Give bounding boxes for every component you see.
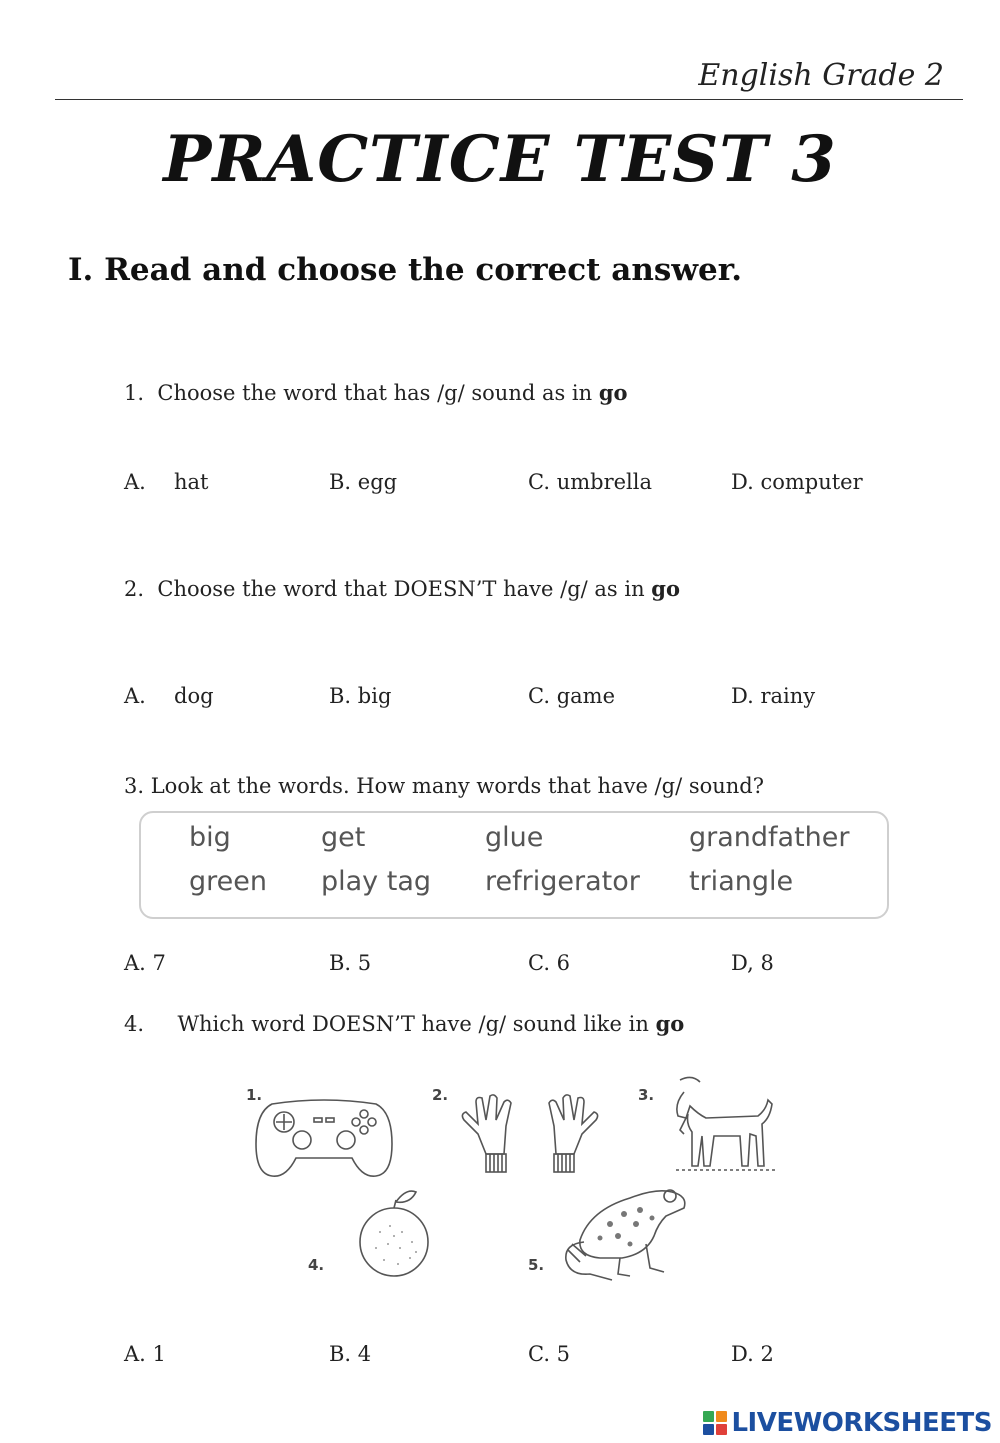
picture-number: 3.: [638, 1086, 655, 1104]
question-text: Which word DOESN’T have /g/ sound like in: [177, 1012, 649, 1036]
option-text: egg: [357, 470, 398, 494]
question-2: [124, 576, 680, 601]
question-text: Look at the words. How many words that have /g/ sound?: [150, 774, 764, 798]
option-letter: D.: [731, 470, 754, 494]
q1-option-c[interactable]: [528, 470, 652, 494]
q3-option-a[interactable]: A. 7: [124, 951, 166, 975]
picture-number: 2.: [432, 1086, 449, 1104]
q3-option-d[interactable]: D, 8: [731, 951, 774, 975]
option-letter: A.: [124, 684, 146, 708]
q1-option-a-text[interactable]: hat: [174, 470, 209, 494]
option-letter: C.: [528, 684, 550, 708]
q4-option-c[interactable]: C. 5: [528, 1342, 571, 1366]
question-text: Choose the word that DOESN’T have /g/ as in: [157, 577, 645, 601]
question-4: [124, 1011, 684, 1036]
q3-option-c[interactable]: C. 6: [528, 951, 571, 975]
q2-option-d[interactable]: [731, 684, 815, 708]
word-item: refrigerator: [485, 866, 640, 897]
word-item: grandfather: [689, 822, 850, 853]
question-number: 1.: [124, 381, 145, 405]
q4-option-d[interactable]: D. 2: [731, 1342, 774, 1366]
q2-option-c[interactable]: [528, 684, 615, 708]
q4-option-b[interactable]: B. 4: [329, 1342, 372, 1366]
word-item: get: [321, 822, 366, 853]
brand-suffix: WORKSHEETS: [793, 1408, 992, 1438]
section-heading: I. Read and choose the correct answer.: [68, 252, 743, 288]
q2-option-a-text[interactable]: dog: [174, 684, 214, 708]
word-item: green: [189, 866, 267, 897]
option-text: computer: [760, 470, 863, 494]
gloves-icon[interactable]: [458, 1094, 602, 1178]
header-divider: [55, 99, 963, 100]
frog-icon[interactable]: [560, 1184, 694, 1286]
brand-prefix: LIVE: [731, 1408, 794, 1438]
picture-number: 4.: [308, 1256, 325, 1274]
option-letter: B.: [329, 684, 352, 708]
word-item: triangle: [689, 866, 794, 897]
word-item: glue: [485, 822, 544, 853]
word-item: play tag: [321, 866, 432, 897]
option-letter: D.: [731, 684, 754, 708]
question-3: [124, 774, 764, 798]
orange-icon[interactable]: [356, 1186, 436, 1282]
question-number: 3.: [124, 774, 145, 798]
picture-number: 1.: [246, 1086, 263, 1104]
option-text: big: [357, 684, 392, 708]
question-text: Choose the word that has /g/ sound as in: [157, 381, 593, 405]
option-letter: A.: [124, 470, 146, 494]
liveworksheets-logo[interactable]: [703, 1407, 992, 1439]
question-keyword: go: [651, 576, 680, 601]
option-text: umbrella: [556, 470, 652, 494]
option-text: game: [556, 684, 615, 708]
game-controller-icon[interactable]: [252, 1092, 396, 1180]
q2-option-b[interactable]: [329, 684, 391, 708]
q1-option-d[interactable]: [731, 470, 863, 494]
subject-label: English Grade 2: [698, 58, 944, 93]
q2-option-a[interactable]: [124, 684, 146, 708]
question-keyword: go: [655, 1011, 685, 1036]
page-title: PRACTICE TEST 3: [163, 122, 837, 197]
option-letter: B.: [329, 470, 352, 494]
question-number: 4.: [124, 1012, 145, 1036]
picture-number: 5.: [528, 1256, 545, 1274]
option-text: rainy: [760, 684, 816, 708]
q1-option-a[interactable]: [124, 470, 146, 494]
question-keyword: go: [598, 380, 628, 405]
word-item: big: [189, 822, 231, 853]
q3-option-b[interactable]: B. 5: [329, 951, 372, 975]
liveworksheets-icon: [703, 1411, 727, 1435]
question-1: [124, 380, 628, 405]
q1-option-b[interactable]: [329, 470, 397, 494]
option-letter: C.: [528, 470, 550, 494]
q4-option-a[interactable]: A. 1: [124, 1342, 166, 1366]
question-number: 2.: [124, 577, 145, 601]
goat-icon[interactable]: [666, 1074, 786, 1180]
